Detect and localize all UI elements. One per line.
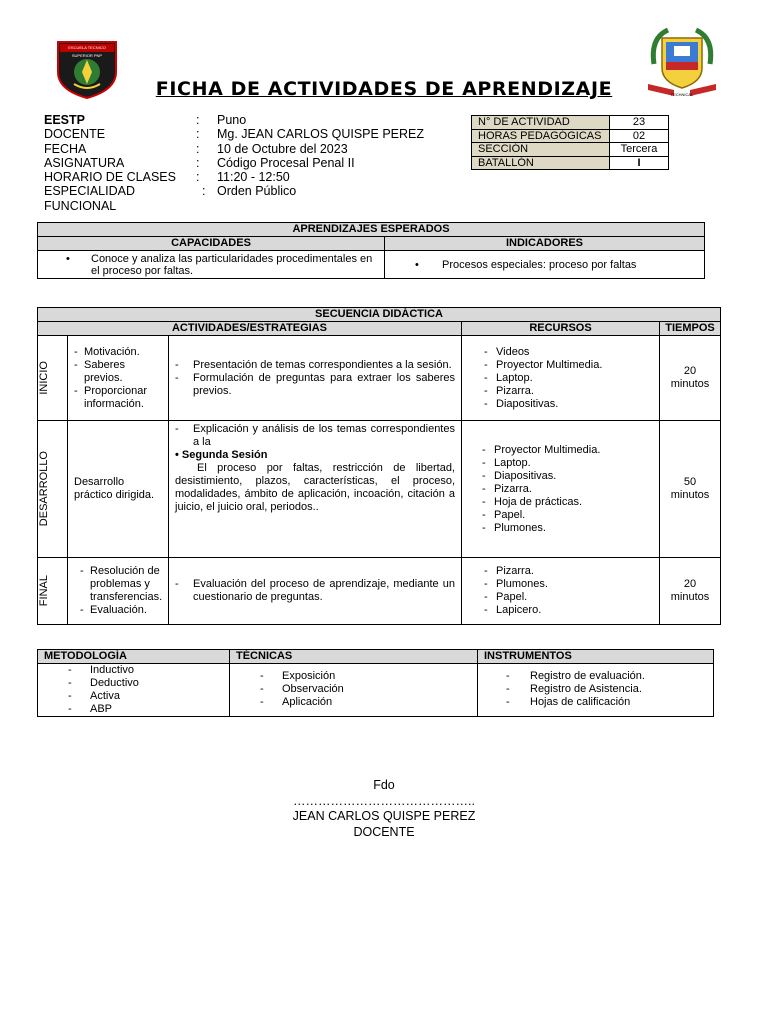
secuencia-title: SECUENCIA DIDÁCTICA <box>38 308 721 322</box>
bullet-icon: • <box>66 252 70 265</box>
list-item: - Deductivo <box>62 677 229 690</box>
info-label: ESPECIALIDAD FUNCIONAL <box>44 184 136 213</box>
list-item: - Resolución de problemas y transferencias. <box>74 565 164 604</box>
info-label: EESTP <box>44 113 85 127</box>
info-label: ASIGNATURA <box>44 155 125 170</box>
list-item: - Saberes previos. <box>68 359 164 385</box>
summary-value: 23 <box>610 116 669 130</box>
summary-value: I <box>610 156 669 170</box>
list-item: - Motivación. <box>68 346 164 359</box>
recursos-header: RECURSOS <box>462 322 660 336</box>
list-item: - Exposición <box>254 670 477 683</box>
list-item: - Evaluación. <box>74 604 164 617</box>
actividades-header: ACTIVIDADES/ESTRATEGIAS <box>38 322 462 336</box>
list-item: - Diapositivas. <box>478 398 659 411</box>
capacidades-header: CAPACIDADES <box>38 237 385 251</box>
session-description: El proceso por faltas, restricción de libertad, desistimiento, plazos, características, el proceso, modalidades, ámbito de aplicación, incoación, citación a juicio, el juicio oral, periodos.. <box>175 462 455 513</box>
info-value: Orden Público <box>217 184 297 199</box>
summary-key: HORAS PEDAGÓGICAS <box>472 129 610 143</box>
list-item: - Papel. <box>476 509 659 522</box>
instrumentos-list <box>478 670 713 709</box>
fdo-label: Fdo <box>373 778 395 792</box>
final-left-list <box>68 565 168 617</box>
phase-label-desarrollo: DESARROLLO <box>38 451 50 527</box>
aprendizajes-title: APRENDIZAJES ESPERADOS <box>38 223 705 237</box>
info-block: EESTP : Puno DOCENTE : Mg. JEAN CARLOS QUISPE PEREZ FECHA : 10 de Octubre del 2023 ASIGNATURA : Código Procesal Penal II HORARIO DE CLASES : 11:20 - 12:50 ESPECIALIDAD FUNCIONAL : Orden Público <box>44 113 447 199</box>
info-value: 11:20 - 12:50 <box>217 170 290 185</box>
phase-label-final: FINAL <box>38 575 50 607</box>
summary-key: BATALLÓN <box>472 156 610 170</box>
desarrollo-resources-list <box>462 444 659 535</box>
list-item: - ABP <box>62 703 229 716</box>
list-item: - Pizarra. <box>478 385 659 398</box>
list-item: - Aplicación <box>254 696 477 709</box>
info-label: FECHA <box>44 141 87 156</box>
list-item: - Evaluación del proceso de aprendizaje, mediante un cuestionario de preguntas. <box>169 578 455 604</box>
info-label: HORARIO DE CLASES <box>44 170 176 185</box>
tiempos-header: TIEMPOS <box>660 322 721 336</box>
desarrollo-left-text: Desarrollo práctico dirigida. <box>74 476 155 501</box>
phase-label-inicio: INICIO <box>38 361 50 395</box>
list-item: - Plumones. <box>478 578 659 591</box>
page-title: FICHA DE ACTIVIDADES DE APRENDIZAJE <box>155 78 613 100</box>
session-heading: • Segunda Sesión <box>175 449 268 461</box>
list-item: - Inductivo <box>62 664 229 677</box>
summary-value: 02 <box>610 129 669 143</box>
activity-summary-table <box>471 115 669 170</box>
list-item: - Hojas de calificación <box>500 696 713 709</box>
list-item: - Lapicero. <box>478 604 659 617</box>
metodologia-header: METODOLOGÍA <box>38 650 230 664</box>
summary-key: N° DE ACTIVIDAD <box>472 116 610 130</box>
inicio-mid-list <box>169 359 461 398</box>
signature-line: …………………………………….. <box>293 793 475 808</box>
tecnicas-list <box>230 670 477 709</box>
time-desarrollo: 50 minutos <box>670 476 710 501</box>
capacidad-item: • Conoce y analiza las particularidades procedimentales en el proceso por faltas. <box>66 252 373 277</box>
list-item: - Activa <box>62 690 229 703</box>
list-item: - Plumones. <box>476 522 659 535</box>
info-value: Puno <box>217 113 247 127</box>
list-item: - Presentación de temas correspondientes a la sesión. <box>169 359 455 372</box>
info-label: DOCENTE <box>44 127 106 142</box>
list-item: - Proporcionar información. <box>68 385 164 411</box>
list-item: - Videos <box>478 346 659 359</box>
list-item: - Observación <box>254 683 477 696</box>
info-value: 10 de Octubre del 2023 <box>217 141 348 156</box>
list-item: - Pizarra. <box>478 565 659 578</box>
inicio-left-list <box>68 346 168 411</box>
signature-block <box>0 778 768 840</box>
indicador-item: • Procesos especiales: proceso por faltas <box>415 258 637 271</box>
list-item: - Laptop. <box>478 372 659 385</box>
summary-key: SECCIÓN <box>472 143 610 157</box>
instrumentos-header: INSTRUMENTOS <box>478 650 714 664</box>
tecnicas-header: TÉCNICAS <box>230 650 478 664</box>
time-inicio: 20 minutos <box>670 365 710 390</box>
info-value: Código Procesal Penal II <box>217 155 355 170</box>
info-value: Mg. JEAN CARLOS QUISPE PEREZ <box>217 127 424 142</box>
aprendizajes-table <box>37 222 705 279</box>
bullet-icon: • <box>415 258 419 271</box>
final-mid-list <box>169 578 461 604</box>
inicio-resources-list <box>462 346 659 411</box>
left-logo-text: ESCUELA TECNICO SUPERIOR PNP <box>68 45 106 58</box>
metodologia-list <box>38 664 229 716</box>
secuencia-table <box>37 307 721 625</box>
list-item: - Proyector Multimedia. <box>478 359 659 372</box>
list-item: - Proyector Multimedia. <box>476 444 659 457</box>
list-item: - Registro de Asistencia. <box>500 683 713 696</box>
right-logo-text: TECHNICAL <box>670 92 694 97</box>
desarrollo-mid-list <box>169 423 461 449</box>
list-item: - Formulación de preguntas para extraer los saberes previos. <box>169 372 455 398</box>
list-item: - Diapositivas. <box>476 470 659 483</box>
list-item: - Registro de evaluación. <box>500 670 713 683</box>
summary-value: Tercera <box>610 143 669 157</box>
final-resources-list <box>462 565 659 617</box>
list-item: - Pizarra. <box>476 483 659 496</box>
list-item: - Papel. <box>478 591 659 604</box>
metodologia-table <box>37 649 714 717</box>
indicadores-header: INDICADORES <box>385 237 705 251</box>
list-item: - Hoja de prácticas. <box>476 496 659 509</box>
signer-name: JEAN CARLOS QUISPE PEREZ <box>292 809 476 823</box>
list-item: - Explicación y análisis de los temas correspondientes a la <box>169 423 455 449</box>
time-final: 20 minutos <box>670 578 710 603</box>
list-item: - Laptop. <box>476 457 659 470</box>
signer-role: DOCENTE <box>353 824 415 839</box>
